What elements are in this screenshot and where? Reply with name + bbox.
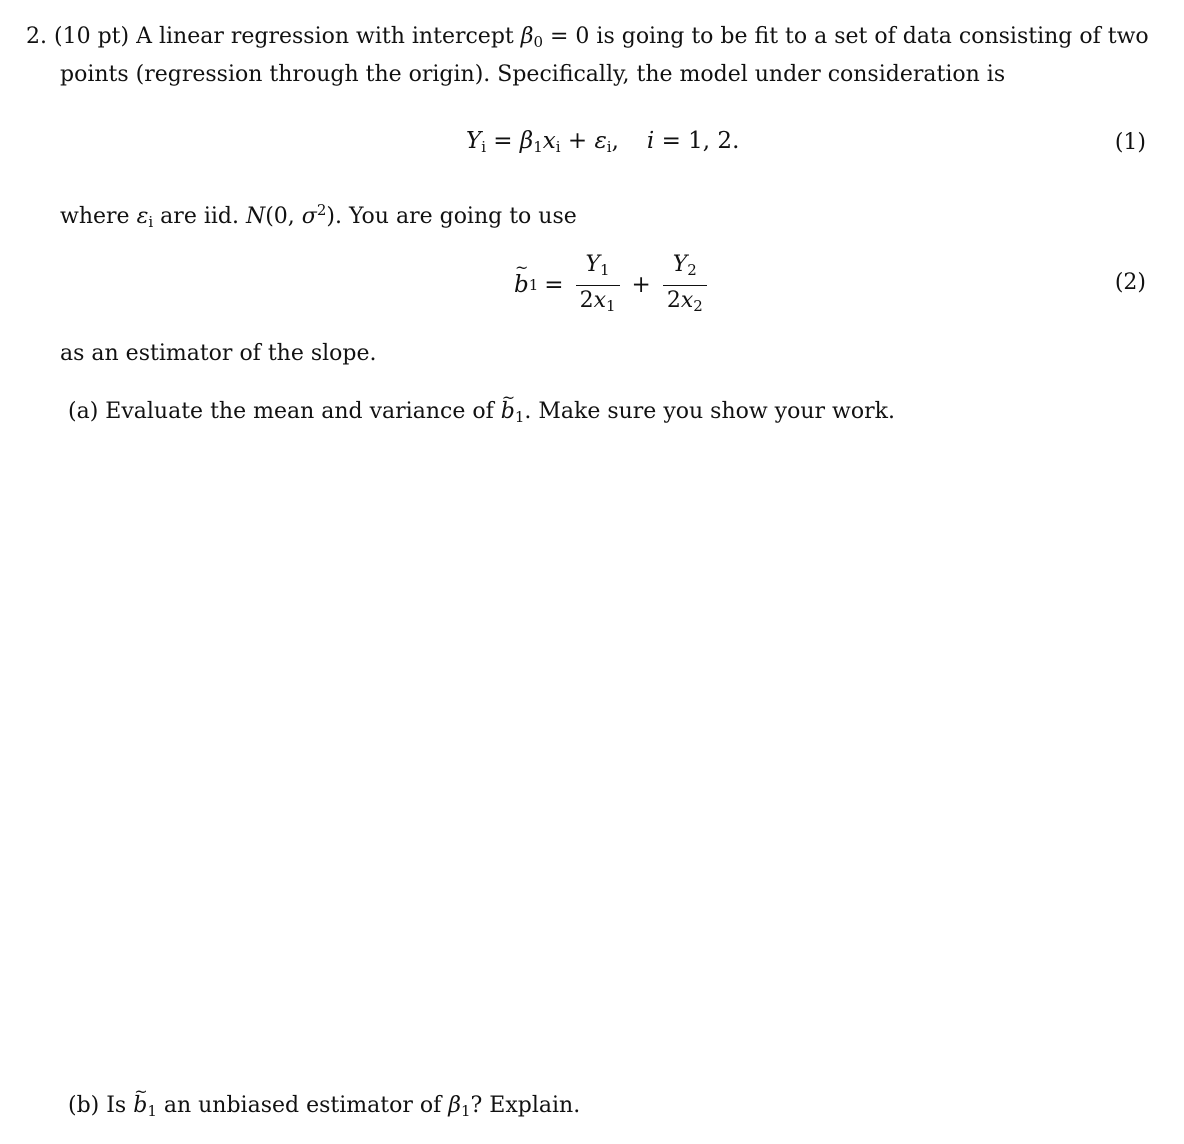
- beta0-subscript: 0: [533, 33, 543, 51]
- question-points: (10 pt): [54, 24, 130, 49]
- part-a-label: (a): [68, 399, 99, 424]
- where-line: where $\varepsilon_i$ are iid. N(0, $\sigma^2$). You are going to use: [60, 201, 577, 231]
- part-a: (a) Evaluate the mean and variance of ~ $b_1$. Make sure you show your work.: [68, 397, 895, 432]
- equation-2-number: (2): [1114, 270, 1146, 295]
- question-number: 2.: [26, 24, 47, 49]
- fraction-1: $\frac{Y_1}{2x_1}$: [576, 252, 620, 319]
- equation-1-number: (1): [1114, 130, 1146, 155]
- equation-2: ~ b 1 = $\frac{Y_1}{2x_1}$ + $\frac{Y_2}{2x_2}$: [514, 252, 713, 318]
- question-intro-line2: points (regression through the origin). Specifically, the model under consideration is: [60, 62, 1006, 87]
- equation-1: $Y_i = \beta_1x_i + \varepsilon_i$, i = 1, 2.: [466, 128, 740, 156]
- b1-tilde-symbol: ~ b: [514, 272, 529, 298]
- part-b-label: (b): [68, 1093, 100, 1118]
- part-b: (b) Is ~ $b_1$ an unbiased estimator of $\beta_1$? Explain.: [68, 1091, 580, 1126]
- intro-text-b: = 0 is going to be fit to a set of data consisting of two: [543, 24, 1149, 49]
- slope-line: as an estimator of the slope.: [60, 341, 377, 366]
- intro-text-a: A linear regression with intercept: [136, 24, 521, 49]
- fraction-2: $\frac{Y_2}{2x_2}$: [663, 252, 707, 319]
- beta0-symbol: β: [520, 24, 534, 49]
- question-intro-line1: [26, 22, 1149, 57]
